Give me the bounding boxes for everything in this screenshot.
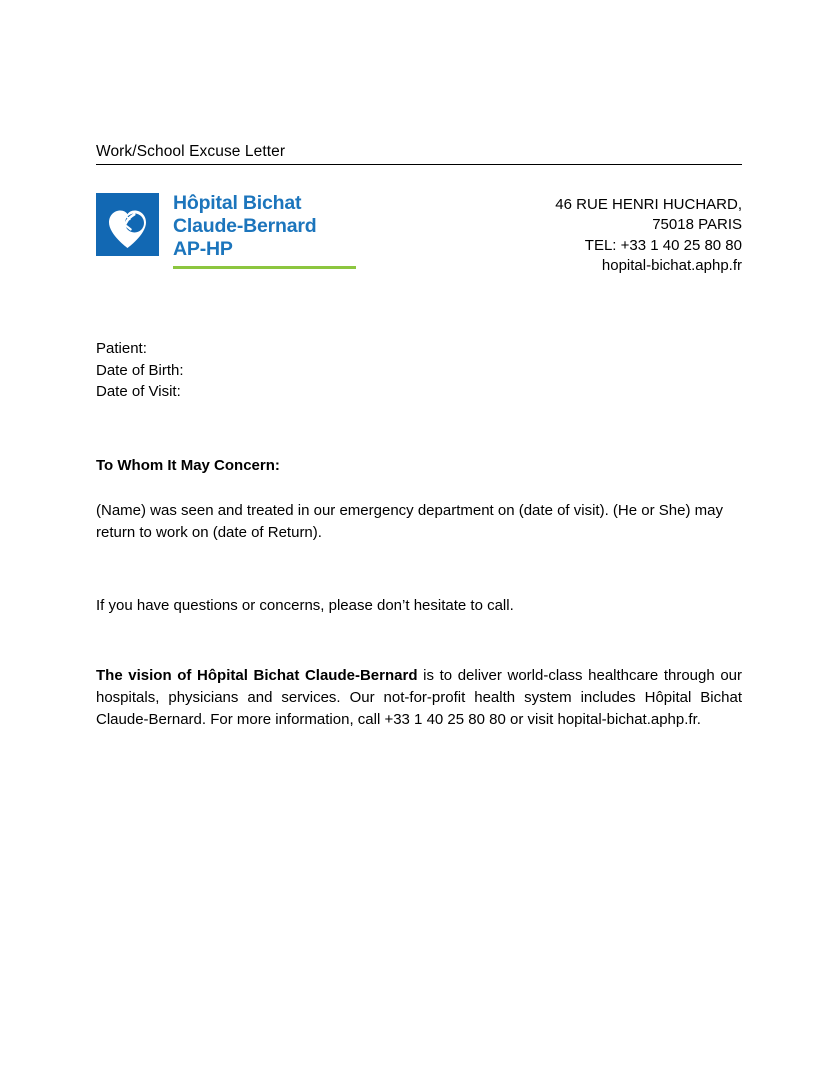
document-content [96, 143, 742, 745]
document-header-title: Work/School Excuse Letter [96, 143, 286, 160]
body-paragraph: (Name) was seen and treated in our emergency department on (date of visit). (He or She) may return to work on (date of Return). [96, 501, 723, 541]
vision-paragraph [96, 665, 742, 730]
heart-with-figure-logo-icon [96, 193, 159, 256]
address-city: 75018 PARIS [652, 216, 742, 234]
patient-fields [96, 338, 742, 402]
vision-bold-lead: The vision of Hôpital Bichat Claude-Bernard [96, 667, 418, 685]
letterhead [96, 191, 742, 277]
logo-line-3: AP-HP [173, 237, 233, 260]
address-telephone: TEL: +33 1 40 25 80 80 [584, 236, 742, 254]
hospital-logo [96, 191, 356, 270]
logo-line-1: Hôpital Bichat [173, 191, 302, 214]
logo-accent-bar [173, 266, 356, 270]
address-website: hopital-bichat.aphp.fr [601, 256, 742, 274]
logo-wordmark [173, 191, 356, 270]
field-patient: Patient: [96, 340, 147, 358]
header-divider [96, 164, 742, 165]
call-paragraph: If you have questions or concerns, please don’t hesitate to call. [96, 597, 514, 615]
logo-line-2: Claude-Bernard [173, 214, 317, 237]
address-street: 46 RUE HENRI HUCHARD, [555, 195, 742, 213]
field-date-of-birth: Date of Birth: [96, 361, 184, 379]
field-date-of-visit: Date of Visit: [96, 382, 181, 400]
salutation: To Whom It May Concern: [96, 457, 280, 475]
vision-rest: is to deliver world-class healthcare through our hospitals, physicians and services. Our not-for-profit health system includes Hôpital Bichat Claude-Bernard. For more information, call +33 1 40 25 80 80 or visit hopital-bichat.aphp.fr. [96, 667, 742, 728]
hospital-address-block [555, 191, 742, 277]
